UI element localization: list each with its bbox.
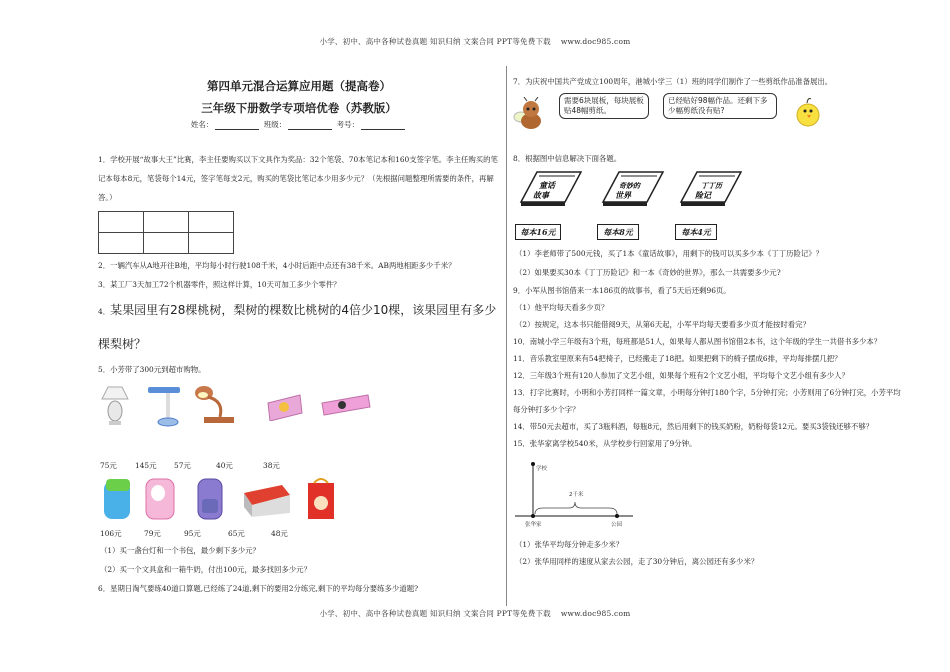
page-title: 第四单元混合运算应用题（提高卷） xyxy=(207,79,391,93)
products-row-1 xyxy=(98,379,500,475)
header-url[interactable]: www.doc985.com xyxy=(560,37,631,46)
desk-lamp-blue-image xyxy=(146,385,182,427)
question-5-sub-2: （2）买一个文具盒和一箱牛奶，付出100元，最多找回多少元？ xyxy=(100,565,311,574)
chick-character-image xyxy=(795,93,821,129)
bee-character-image xyxy=(513,97,545,131)
page-header xyxy=(0,36,950,47)
backpack-rabbit-image xyxy=(142,475,178,521)
table-cell[interactable] xyxy=(189,212,234,233)
svg-text:故事: 故事 xyxy=(533,190,549,200)
footer-url[interactable]: www.doc985.com xyxy=(560,609,631,618)
question-4-text: 某果园里有28棵桃树，梨树的棵数比桃树的4倍少10棵，该果园里有多少棵梨树？ xyxy=(98,303,497,351)
distance-map xyxy=(513,452,908,536)
map-label-distance: 2千米 xyxy=(569,492,584,498)
table-cell[interactable] xyxy=(189,233,234,254)
question-8: 8．根据图中信息解决下面各题。 xyxy=(513,154,622,163)
question-7: 7．为庆祝中国共产党成立100周年，港城小学三（1）班的同学们制作了一些剪纸作品准备展出。 xyxy=(513,77,833,86)
question-9: 9．小军从图书馆借来一本186页的故事书，看了5天后还剩96页。 xyxy=(513,286,731,295)
svg-text:丁丁历: 丁丁历 xyxy=(701,181,722,190)
question-4 xyxy=(98,294,500,360)
question-6: 6．星期日淘气要练40道口算题,已经练了24道,剩下的要用2分练完,剩下的平均每分要练多少道题? xyxy=(98,584,419,593)
book-tintin-image xyxy=(679,170,743,208)
class-label: 班级： xyxy=(263,120,287,129)
backpack-purple-image xyxy=(194,475,226,521)
question-15: 15．张华家离学校540米，从学校步行回家用了9分钟。 xyxy=(513,439,697,448)
question-2: 2．一辆汽车从A地开往B地，平均每小时行驶108千米，4小时后距中点还有38千米。AB两地相距多少千米？ xyxy=(98,261,456,270)
question-13: 13．打字比赛时，小明和小芳打同样一篇文章，小明每分钟打180个字，5分钟打完；小芳则用了6分钟打完，小芳平均每分钟打多少个字？ xyxy=(513,388,901,414)
question-3: 3．某工厂3天加工72个机器零件，照这样计算，10天可加工多少个零件？ xyxy=(98,280,341,289)
question-9-sub-1: （1）他平均每天看多少页？ xyxy=(515,303,609,312)
question-9-sub-2: （2）按规定，这本书只能借阅9天，从第6天起，小军平均每天要看多少页才能按时看完？ xyxy=(515,320,810,329)
speech-bubble-chick: 已经贴好98幅作品。还剩下多少幅剪纸没有贴? xyxy=(663,93,777,119)
book-fairy-tales-image xyxy=(519,170,583,208)
desk-lamp-brown-image xyxy=(194,383,236,427)
header-text: 小学、初中、高中各种试卷真题 知识归纳 文案合同 PPT等免费下载 xyxy=(319,37,551,46)
question-12: 12．三年级3个班有120人参加了文艺小组，如果每个班有2个文艺小组，平均每个文艺小组有多少人？ xyxy=(513,371,849,380)
question-5-sub-1: （1）买一盏台灯和一个书包，最少剩下多少元？ xyxy=(100,546,260,555)
price-pencil-case-1: 40元 xyxy=(216,461,233,470)
answer-table xyxy=(98,211,234,254)
book-prices xyxy=(513,224,908,244)
student-info xyxy=(98,120,500,136)
pencil-case-mickey-image xyxy=(320,393,372,417)
pencil-case-pooh-image xyxy=(266,393,304,421)
map-label-school: 学校 xyxy=(536,466,548,472)
price-table-lamp: 75元 xyxy=(100,461,117,470)
book-wonderful-world-image xyxy=(601,170,665,208)
left-column xyxy=(98,78,500,598)
map-label-park: 公园 xyxy=(611,522,623,528)
milk-pack-image xyxy=(306,477,336,521)
svg-text:奇妙的: 奇妙的 xyxy=(619,181,640,190)
price-desk-lamp-brown: 57元 xyxy=(174,461,191,470)
price-pencil-case-2: 38元 xyxy=(263,461,280,470)
id-field[interactable] xyxy=(361,121,405,130)
question-7-illustration xyxy=(513,91,908,141)
column-divider xyxy=(506,66,507,606)
books-row xyxy=(513,168,908,224)
price-backpack-1: 106元 xyxy=(100,529,122,538)
svg-text:险记: 险记 xyxy=(695,190,711,200)
table-cell[interactable] xyxy=(144,233,189,254)
footer-text: 小学、初中、高中各种试卷真题 知识归纳 文案合同 PPT等免费下载 xyxy=(319,609,551,618)
question-10: 10．南城小学三年级有3个班，每班都是51人，如果每人都从图书馆借2本书，这个年级的学生一共借书多少本？ xyxy=(513,337,882,346)
price-backpack-3: 95元 xyxy=(184,529,201,538)
page-footer xyxy=(0,608,950,619)
price-backpack-2: 79元 xyxy=(144,529,161,538)
table-cell[interactable] xyxy=(144,212,189,233)
question-1: 1．学校开展“故事大王”比赛，李主任要购买以下文具作为奖品：32个笔袋、70本笔记本和160支签字笔。李主任购买的笔记本每本8元，笔袋每个14元，签字笔每支2元，购买的笔袋比笔记本少用多少元？（先根据问题整理所需要的条件，再解答。） xyxy=(98,155,498,202)
question-15-sub-2: （2）张华用同样的速度从家去公园，走了30分钟后，离公园还有多少米？ xyxy=(515,557,759,566)
question-5: 5．小芳带了300元到超市购物。 xyxy=(98,365,206,374)
price-desk-lamp-blue: 145元 xyxy=(135,461,157,470)
table-lamp-image xyxy=(100,385,130,427)
milk-box-image xyxy=(242,483,292,519)
price-wonderful-world: 每本8元 xyxy=(597,224,639,240)
right-column xyxy=(513,72,908,570)
table-cell[interactable] xyxy=(99,233,144,254)
page-subtitle: 三年级下册数学专项培优卷（苏教版） xyxy=(201,101,397,115)
products-row-2 xyxy=(98,475,500,541)
question-8-sub-2: （2）如果要买30本《丁丁历险记》和一本《奇妙的世界》，那么一共需要多少元? xyxy=(515,268,781,277)
question-11: 11．音乐教室里原来有54把椅子，已经搬走了18把。如果把剩下的椅子摆成6排，平均每排摆几把？ xyxy=(513,354,842,363)
price-tintin: 每本4元 xyxy=(675,224,717,240)
question-4-number: 4． xyxy=(98,307,111,316)
question-8-sub-1: （1）李老师带了500元钱，买了1本《童话故事》，用剩下的钱可以买多少本《丁丁历险记》？ xyxy=(515,249,824,258)
price-fairy-tales: 每本16元 xyxy=(515,224,561,240)
backpack-green-image xyxy=(100,475,134,521)
name-label: 姓名： xyxy=(190,120,214,129)
question-15-sub-1: （1）张华平均每分钟走多少米？ xyxy=(515,540,624,549)
map-label-home: 张华家 xyxy=(525,522,542,528)
name-field[interactable] xyxy=(215,121,259,130)
table-cell[interactable] xyxy=(99,212,144,233)
speech-bubble-bee: 需要6块展板，每块展板贴48幅剪纸。 xyxy=(559,93,649,119)
svg-text:童话: 童话 xyxy=(539,180,555,190)
question-14: 14．带50元去超市，买了3瓶料酒，每瓶8元，然后用剩下的钱买奶粉，奶粉每袋12元。要买3袋钱还够不够？ xyxy=(513,422,874,431)
price-milk-box: 65元 xyxy=(228,529,245,538)
price-milk-pack: 48元 xyxy=(271,529,288,538)
class-field[interactable] xyxy=(288,121,332,130)
svg-text:世界: 世界 xyxy=(615,190,631,200)
id-label: 考号： xyxy=(336,120,360,129)
